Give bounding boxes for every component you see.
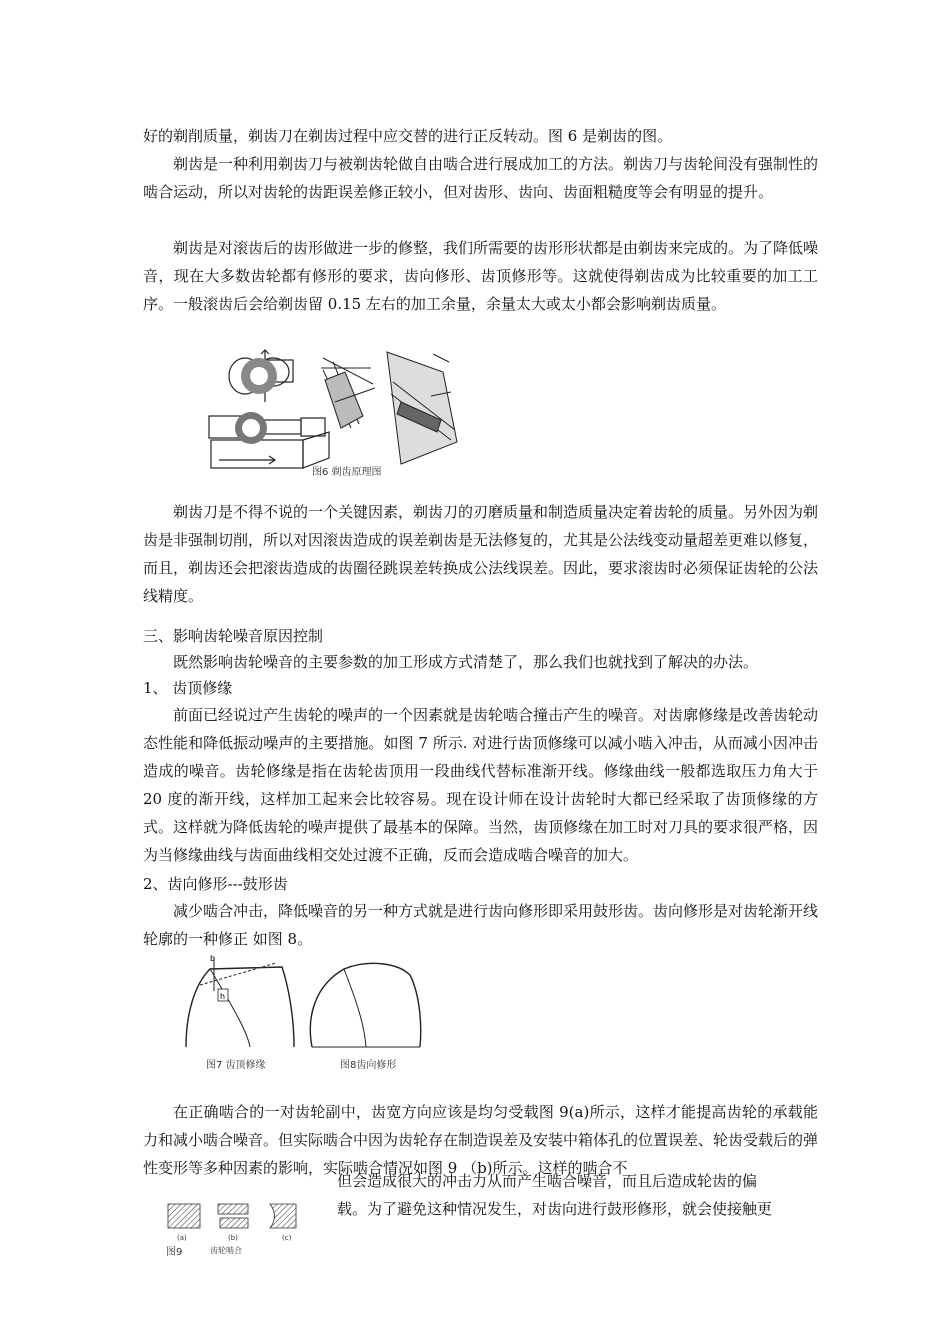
figure-6-caption: 图6 剃齿原理图: [312, 467, 382, 478]
paragraph-intro: 好的剃削质量，剃齿刀在剃齿过程中应交替的进行正反转动。图 6 是剃齿的图。: [143, 127, 673, 145]
svg-text:h: h: [220, 992, 226, 1001]
subheading-crowning: 2、齿向修形---鼓形齿: [143, 875, 288, 893]
paragraph-section-intro: 既然影响齿轮噪音的主要参数的加工形成方式清楚了，那么我们也就找到了解决的办法。: [173, 653, 759, 671]
figure-7-caption: 图7 齿顶修缘: [206, 1060, 266, 1071]
paragraph-offset-load-line1: 但会造成很大的冲击力从而产生啮合噪音，而且后造成轮齿的偏: [337, 1172, 758, 1190]
figure-8-caption: 图8齿向修形: [340, 1060, 397, 1071]
figure-9-caption: 图9: [166, 1247, 183, 1258]
paragraph-shaving-process: 剃齿是对滚齿后的齿形做进一步的修整，我们所需要的齿形形状都是由剃齿来完成的。为了降低噪音，现在大多数齿轮都有修形的要求，齿向修形、齿顶修形等。这就使得剃齿成为比较重要的加工工序。一般滚齿后会给剃齿留 0.15 左右的加工余量，余量太大或太小都会影响剃齿质量。: [143, 239, 819, 313]
figure-9-label-c: (c): [282, 1234, 292, 1242]
paragraph-crowning: 减少啮合冲击，降低噪音的另一种方式就是进行齿向修形即采用鼓形齿。齿向修形是对齿轮渐开线轮廓的一种修正 如图 8。: [143, 902, 819, 948]
figure-8-crowning: [298, 955, 428, 1055]
svg-text:b: b: [210, 955, 216, 963]
figure-7-tip-relief: [178, 955, 298, 1055]
section-heading-3: 三、影响齿轮噪音原因控制: [143, 627, 324, 645]
figure-9-label-b: (b): [228, 1234, 238, 1242]
figure-9-gear-mesh: [162, 1200, 302, 1234]
paragraph-shaving-cutter: 剃齿刀是不得不说的一个关键因素，剃齿刀的刃磨质量和制造质量决定着齿轮的质量。另外因为剃齿是非强制切削，所以对因滚齿造成的误差剃齿是无法修复的，尤其是公法线变动量超差更难以修复，而且，剃齿还会把滚齿造成的齿圈径跳误差转换成公法线误差。因此，要求滚齿时必须保证齿轮的公法线精度。: [143, 503, 819, 605]
paragraph-offset-load-line2: 载。为了避免这种情况发生，对齿向进行鼓形修形，就会使接触更: [337, 1200, 773, 1218]
subheading-tip-relief: 1、 齿顶修缘: [143, 679, 233, 697]
paragraph-tip-relief: 前面已经说过产生齿轮的噪声的一个因素就是齿轮啮合撞击产生的噪音。对齿廓修缘是改善齿轮动态性能和降低振动噪声的主要措施。如图 7 所示. 对进行齿顶修缘可以减小啮入冲击，从而减小因冲击造成的噪音。齿轮修缘是指在齿轮齿顶用一段曲线代替标准渐开线。修缘曲线一般都选取压力角大于 20 度的渐开线，这样加工起来会比较容易。现在设计师在设计齿轮时大都已经采取了齿顶修缘的方式。这样就为降低齿轮的噪声提供了最基本的保障。当然，齿顶修缘在加工时对刀具的要求很严格，因为当修缘曲线与齿面曲线相交处过渡不正确，反而会造成啮合噪音的加大。: [143, 706, 819, 864]
figure-9-label-a: (a): [177, 1234, 187, 1242]
figure-6-shaving-diagram: [205, 332, 475, 482]
paragraph-shaving-definition: 剃齿是一种利用剃齿刀与被剃齿轮做自由啮合进行展成加工的方法。剃齿刀与齿轮间没有强制性的啮合运动，所以对齿轮的齿距误差修正较小，但对齿形、齿向、齿面粗糙度等会有明显的提升。: [143, 155, 819, 201]
paragraph-load-distribution: 在正确啮合的一对齿轮副中，齿宽方向应该是均匀受载图 9(a)所示，这样才能提高齿轮的承载能力和减小啮合噪音。但实际啮合中因为齿轮存在制造误差及安装中箱体孔的位置误差、轮齿受载后的弹性变形等多种因素的影响，实际啮合情况如图 9 （b)所示。这样的啮合不: [143, 1103, 819, 1177]
figure-9-subcaption: 齿轮啮合: [210, 1246, 242, 1255]
